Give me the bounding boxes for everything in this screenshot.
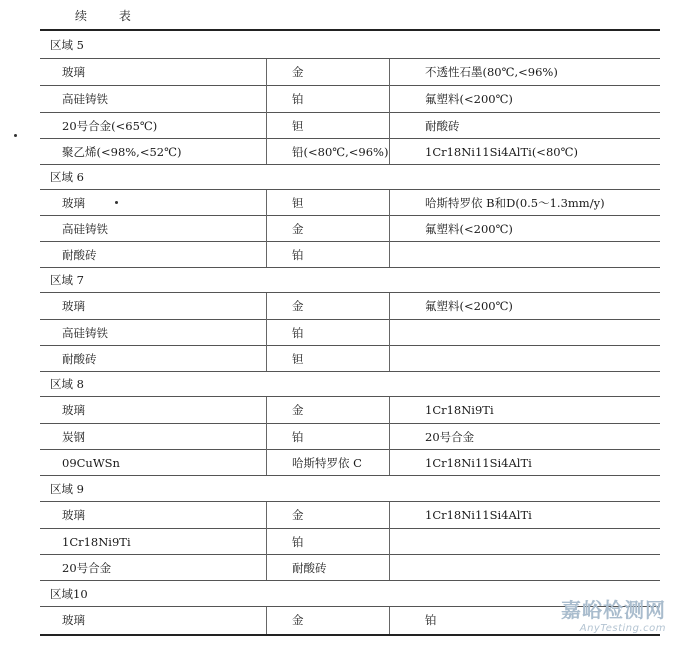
column-divider: [266, 190, 267, 267]
row-divider: [40, 371, 660, 372]
row-divider: [40, 267, 660, 268]
material-cell: 1Cr18Ni11Si4AlTi: [425, 456, 532, 470]
material-cell: 哈斯特罗依 B和D(0.5～1.3mm/y): [425, 196, 605, 210]
material-cell: 不透性石墨(80℃,<96%): [425, 65, 558, 79]
table-row: [40, 529, 660, 555]
material-cell: 耐酸砖: [292, 561, 327, 575]
table-row: [40, 190, 660, 216]
material-cell: 金: [292, 299, 304, 313]
material-cell: 铂: [425, 613, 437, 627]
material-cell: 铂: [292, 535, 304, 549]
table-row: [40, 216, 660, 242]
column-divider: [389, 607, 390, 634]
material-cell: 耐酸砖: [62, 352, 97, 366]
material-cell: 20号合金: [62, 561, 112, 575]
material-cell: 1Cr18Ni11Si4AlTi: [425, 508, 532, 522]
table-row: [40, 424, 660, 450]
material-cell: 铅(<80℃,<96%): [292, 145, 389, 159]
column-divider: [389, 190, 390, 267]
scan-speck: [14, 134, 17, 137]
material-cell: 钽: [292, 196, 304, 210]
column-divider: [266, 502, 267, 580]
material-cell: 1Cr18Ni9Ti: [62, 535, 131, 549]
material-cell: 铂: [292, 430, 304, 444]
row-divider: [40, 475, 660, 476]
table-row: [40, 139, 660, 165]
table-row: [40, 113, 660, 139]
material-cell: 高硅铸铁: [62, 222, 108, 236]
material-cell: 玻璃: [62, 196, 85, 210]
material-cell: 20号合金(<65℃): [62, 119, 158, 133]
region-title: 区域 6: [50, 170, 84, 184]
material-cell: 铂: [292, 326, 304, 340]
watermark: [561, 594, 666, 634]
column-divider: [266, 59, 267, 164]
material-cell: 玻璃: [62, 65, 85, 79]
table-row: [40, 242, 660, 268]
material-cell: 铂: [292, 92, 304, 106]
material-cell: 耐酸砖: [62, 248, 97, 262]
scan-speck: [115, 201, 118, 204]
column-divider: [389, 59, 390, 164]
material-cell: 铂: [292, 248, 304, 262]
watermark-url: AnyTesting.com: [579, 623, 666, 634]
material-cell: 1Cr18Ni11Si4AlTi(<80℃): [425, 145, 578, 159]
column-divider: [266, 607, 267, 634]
column-divider: [266, 293, 267, 371]
material-cell: 玻璃: [62, 508, 85, 522]
column-divider: [389, 397, 390, 475]
top-rule: [40, 29, 660, 31]
material-cell: 炭钢: [62, 430, 85, 444]
column-divider: [266, 397, 267, 475]
region-title: 区域 7: [50, 273, 84, 287]
table-row: [40, 397, 660, 423]
material-cell: 1Cr18Ni9Ti: [425, 403, 494, 417]
material-cell: 高硅铸铁: [62, 326, 108, 340]
material-cell: 金: [292, 403, 304, 417]
region-title: 区域 8: [50, 377, 84, 391]
table-row: [40, 86, 660, 112]
table-row: [40, 450, 660, 476]
row-divider: [40, 580, 660, 581]
material-cell: 金: [292, 613, 304, 627]
table-row: [40, 555, 660, 581]
material-cell: 氟塑料(<200℃): [425, 222, 513, 236]
watermark-title: 嘉峪检测网: [561, 598, 666, 622]
material-cell: 氟塑料(<200℃): [425, 92, 513, 106]
material-cell: 玻璃: [62, 403, 85, 417]
bottom-rule: [40, 634, 660, 636]
row-divider: [40, 164, 660, 165]
material-cell: 金: [292, 222, 304, 236]
table-row: [40, 502, 660, 528]
material-cell: 金: [292, 508, 304, 522]
region-title: 区域 9: [50, 482, 84, 496]
material-cell: 20号合金: [425, 430, 475, 444]
table-caption: 续 表: [75, 9, 145, 23]
table-row: [40, 293, 660, 319]
table-row: [40, 346, 660, 372]
table-row: [40, 59, 660, 85]
material-cell: 聚乙烯(<98%,<52℃): [62, 145, 182, 159]
material-cell: 钽: [292, 119, 304, 133]
material-cell: 09CuWSn: [62, 456, 120, 470]
region-title: 区域10: [50, 587, 88, 601]
material-cell: 高硅铸铁: [62, 92, 108, 106]
material-cell: 哈斯特罗依 C: [292, 456, 362, 470]
material-cell: 玻璃: [62, 613, 85, 627]
material-cell: 玻璃: [62, 299, 85, 313]
region-title: 区域 5: [50, 38, 84, 52]
column-divider: [389, 293, 390, 371]
material-cell: 耐酸砖: [425, 119, 460, 133]
material-cell: 金: [292, 65, 304, 79]
material-cell: 氟塑料(<200℃): [425, 299, 513, 313]
material-cell: 钽: [292, 352, 304, 366]
table-row: [40, 320, 660, 346]
column-divider: [389, 502, 390, 580]
